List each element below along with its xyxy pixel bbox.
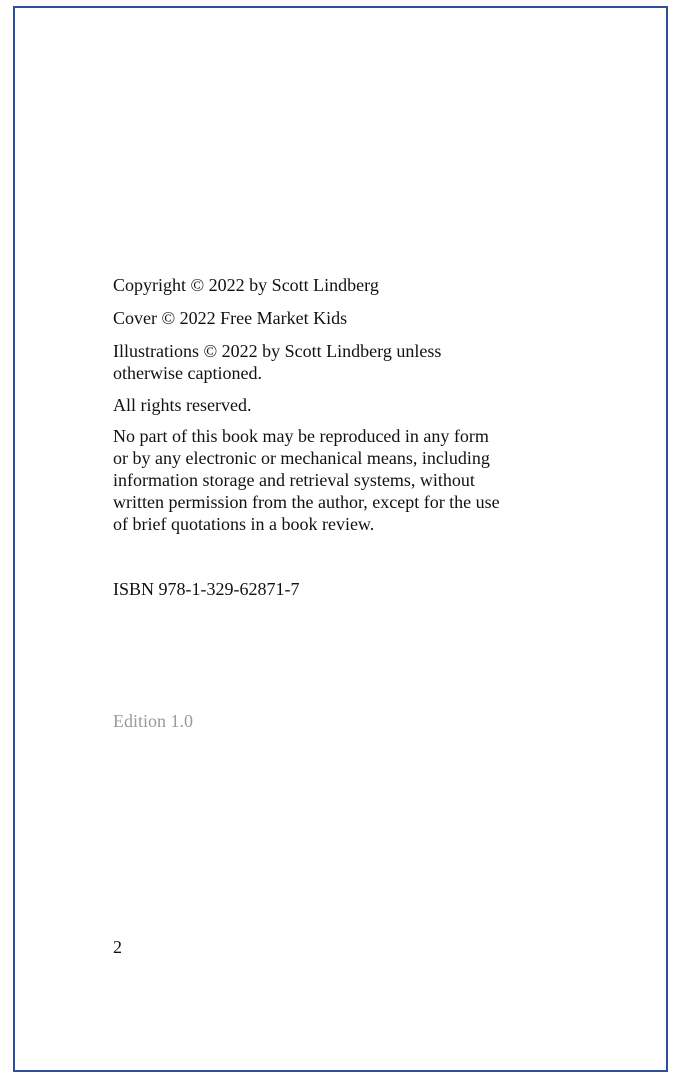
copyright-line: Copyright © 2022 by Scott Lindberg: [113, 275, 379, 295]
cover-credit-line: Cover © 2022 Free Market Kids: [113, 308, 348, 328]
page-number: 2: [113, 937, 122, 957]
illustrations-credit-line: Illustrations © 2022 by Scott Lindberg unless otherwise captioned.: [113, 341, 442, 383]
reproduction-notice: No part of this book may be reproduced in any form or by any electronic or mechanical means, including information storage and retrieval systems, without written permission from the author, except for the use of brief quotations in a book review.: [113, 426, 500, 534]
edition-line: Edition 1.0: [113, 711, 193, 731]
document-page: [13, 6, 668, 1072]
isbn-line: ISBN 978-1-329-62871-7: [113, 579, 300, 599]
rights-reserved-line: All rights reserved.: [113, 395, 252, 415]
